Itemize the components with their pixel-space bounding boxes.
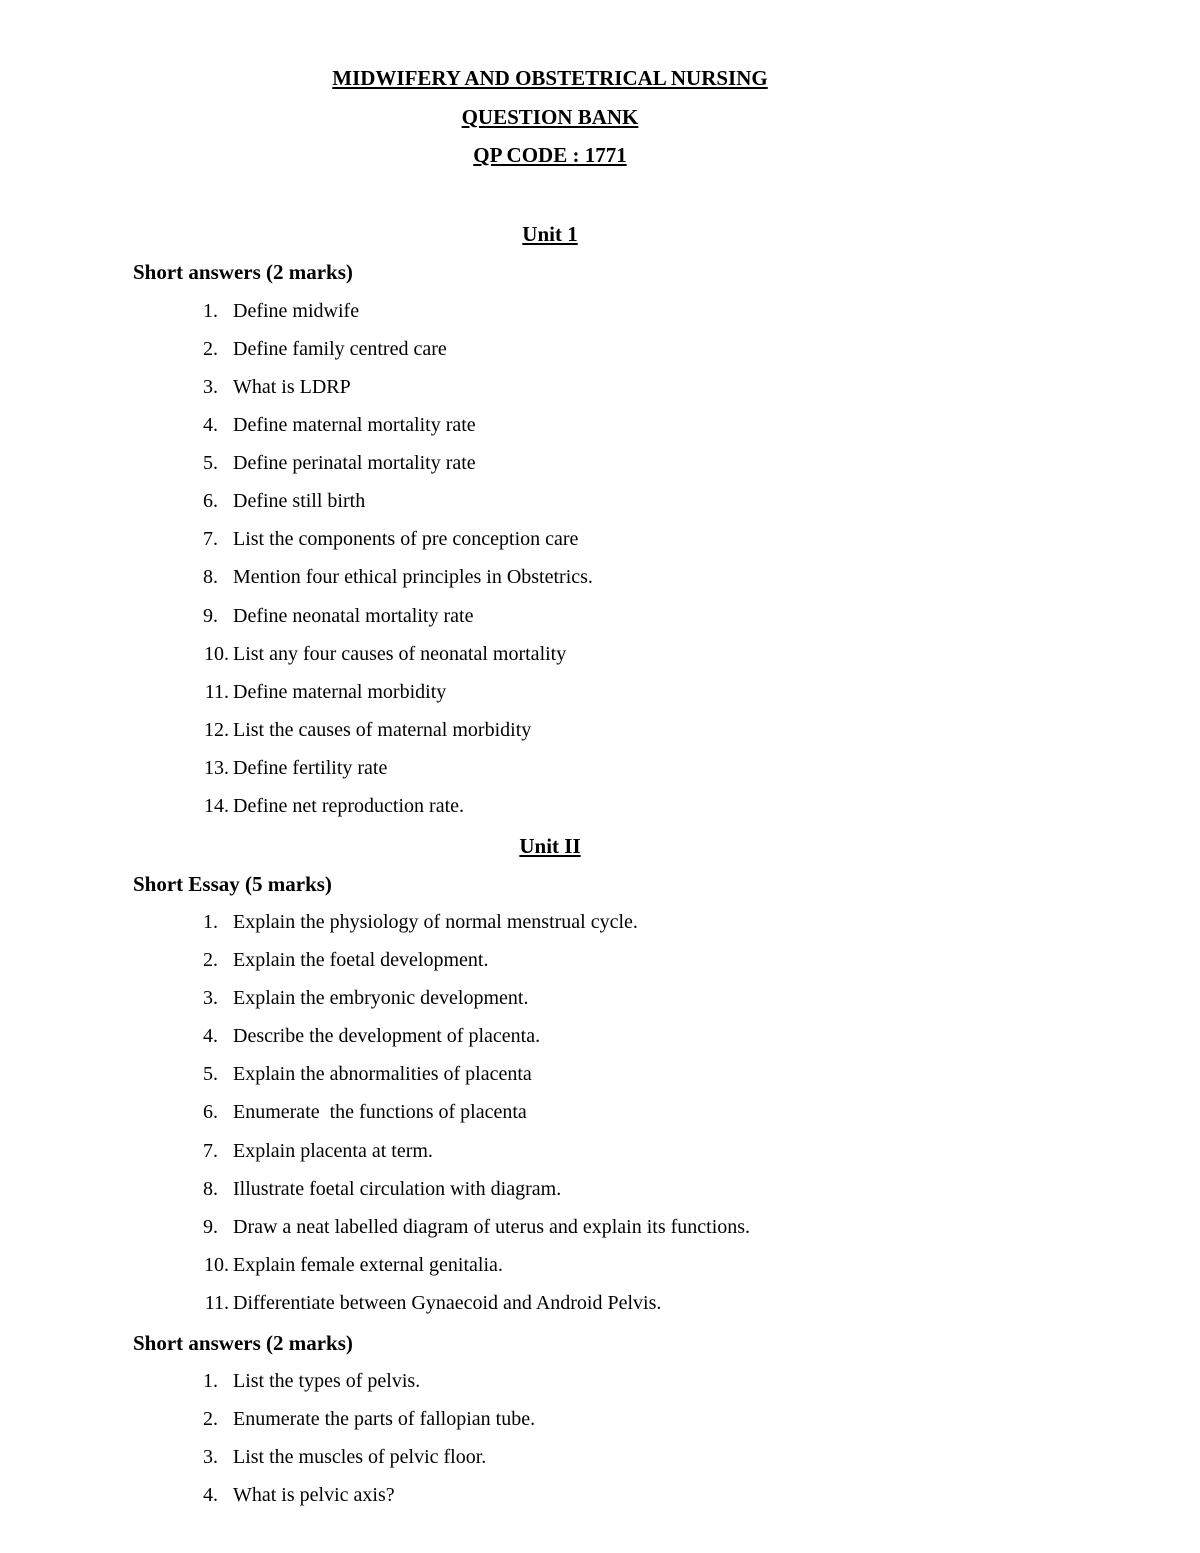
item-number: 13.	[204, 757, 229, 779]
section-heading: Short answers (2 marks)	[133, 1331, 353, 1355]
item-text: Define still birth	[233, 490, 366, 512]
item-number: 2.	[203, 338, 218, 360]
item-number: 9.	[203, 605, 218, 627]
item-number: 1.	[203, 300, 218, 322]
item-number: 6.	[203, 1101, 218, 1123]
item-number: 2.	[203, 949, 218, 971]
question-paper-code: QP CODE : 1771	[473, 143, 627, 167]
item-text: What is LDRP	[233, 376, 351, 398]
item-number: 11.	[204, 681, 229, 703]
item-text: Explain female external genitalia.	[233, 1254, 503, 1276]
item-text: List the muscles of pelvic floor.	[233, 1446, 487, 1468]
item-number: 5.	[203, 452, 218, 474]
item-number: 3.	[203, 376, 218, 398]
item-text: Explain placenta at term.	[233, 1140, 433, 1162]
item-text: Define maternal morbidity	[233, 681, 447, 703]
document-subtitle: QUESTION BANK	[461, 105, 639, 129]
item-number: 4.	[203, 1484, 218, 1506]
unit-heading: Unit II	[519, 834, 581, 858]
item-text: Differentiate between Gynaecoid and Android Pelvis.	[233, 1292, 662, 1314]
document-title: MIDWIFERY AND OBSTETRICAL NURSING	[332, 66, 768, 90]
item-number: 2.	[203, 1408, 218, 1430]
item-number: 4.	[203, 414, 218, 436]
item-text: Illustrate foetal circulation with diagram.	[233, 1178, 562, 1200]
item-text: Define net reproduction rate.	[233, 795, 465, 817]
item-number: 7.	[203, 1140, 218, 1162]
section-heading: Short Essay (5 marks)	[133, 872, 332, 896]
item-text: What is pelvic axis?	[233, 1484, 395, 1506]
item-number: 6.	[203, 490, 218, 512]
item-text: Explain the foetal development.	[233, 949, 489, 971]
item-text: List the causes of maternal morbidity	[233, 719, 532, 741]
item-text: Define perinatal mortality rate	[233, 452, 476, 474]
item-text: Mention four ethical principles in Obstetrics.	[233, 566, 593, 588]
item-text: Explain the embryonic development.	[233, 987, 529, 1009]
item-number: 9.	[203, 1216, 218, 1238]
item-text: List the types of pelvis.	[233, 1370, 421, 1392]
item-number: 8.	[203, 566, 218, 588]
item-text: Define fertility rate	[233, 757, 388, 779]
item-text: Enumerate the functions of placenta	[233, 1101, 527, 1123]
item-text: Draw a neat labelled diagram of uterus and explain its functions.	[233, 1216, 751, 1238]
item-text: List any four causes of neonatal mortality	[233, 643, 567, 665]
item-number: 5.	[203, 1063, 218, 1085]
item-number: 10.	[204, 1254, 229, 1276]
item-text: Define neonatal mortality rate	[233, 605, 474, 627]
item-number: 12.	[204, 719, 229, 741]
section-heading: Short answers (2 marks)	[133, 260, 353, 284]
item-number: 7.	[203, 528, 218, 550]
item-text: Define maternal mortality rate	[233, 414, 476, 436]
item-number: 1.	[203, 1370, 218, 1392]
item-number: 3.	[203, 987, 218, 1009]
item-number: 11.	[204, 1292, 229, 1314]
item-text: Define midwife	[233, 300, 360, 322]
item-text: Describe the development of placenta.	[233, 1025, 541, 1047]
item-text: Enumerate the parts of fallopian tube.	[233, 1408, 536, 1430]
unit-heading: Unit 1	[522, 222, 578, 246]
item-text: Explain the abnormalities of placenta	[233, 1063, 532, 1085]
item-text: Explain the physiology of normal menstrual cycle.	[233, 911, 638, 933]
item-number: 10.	[204, 643, 229, 665]
item-number: 3.	[203, 1446, 218, 1468]
item-text: List the components of pre conception care	[233, 528, 579, 550]
item-number: 14.	[204, 795, 229, 817]
item-number: 1.	[203, 911, 218, 933]
item-number: 4.	[203, 1025, 218, 1047]
item-text: Define family centred care	[233, 338, 447, 360]
item-number: 8.	[203, 1178, 218, 1200]
